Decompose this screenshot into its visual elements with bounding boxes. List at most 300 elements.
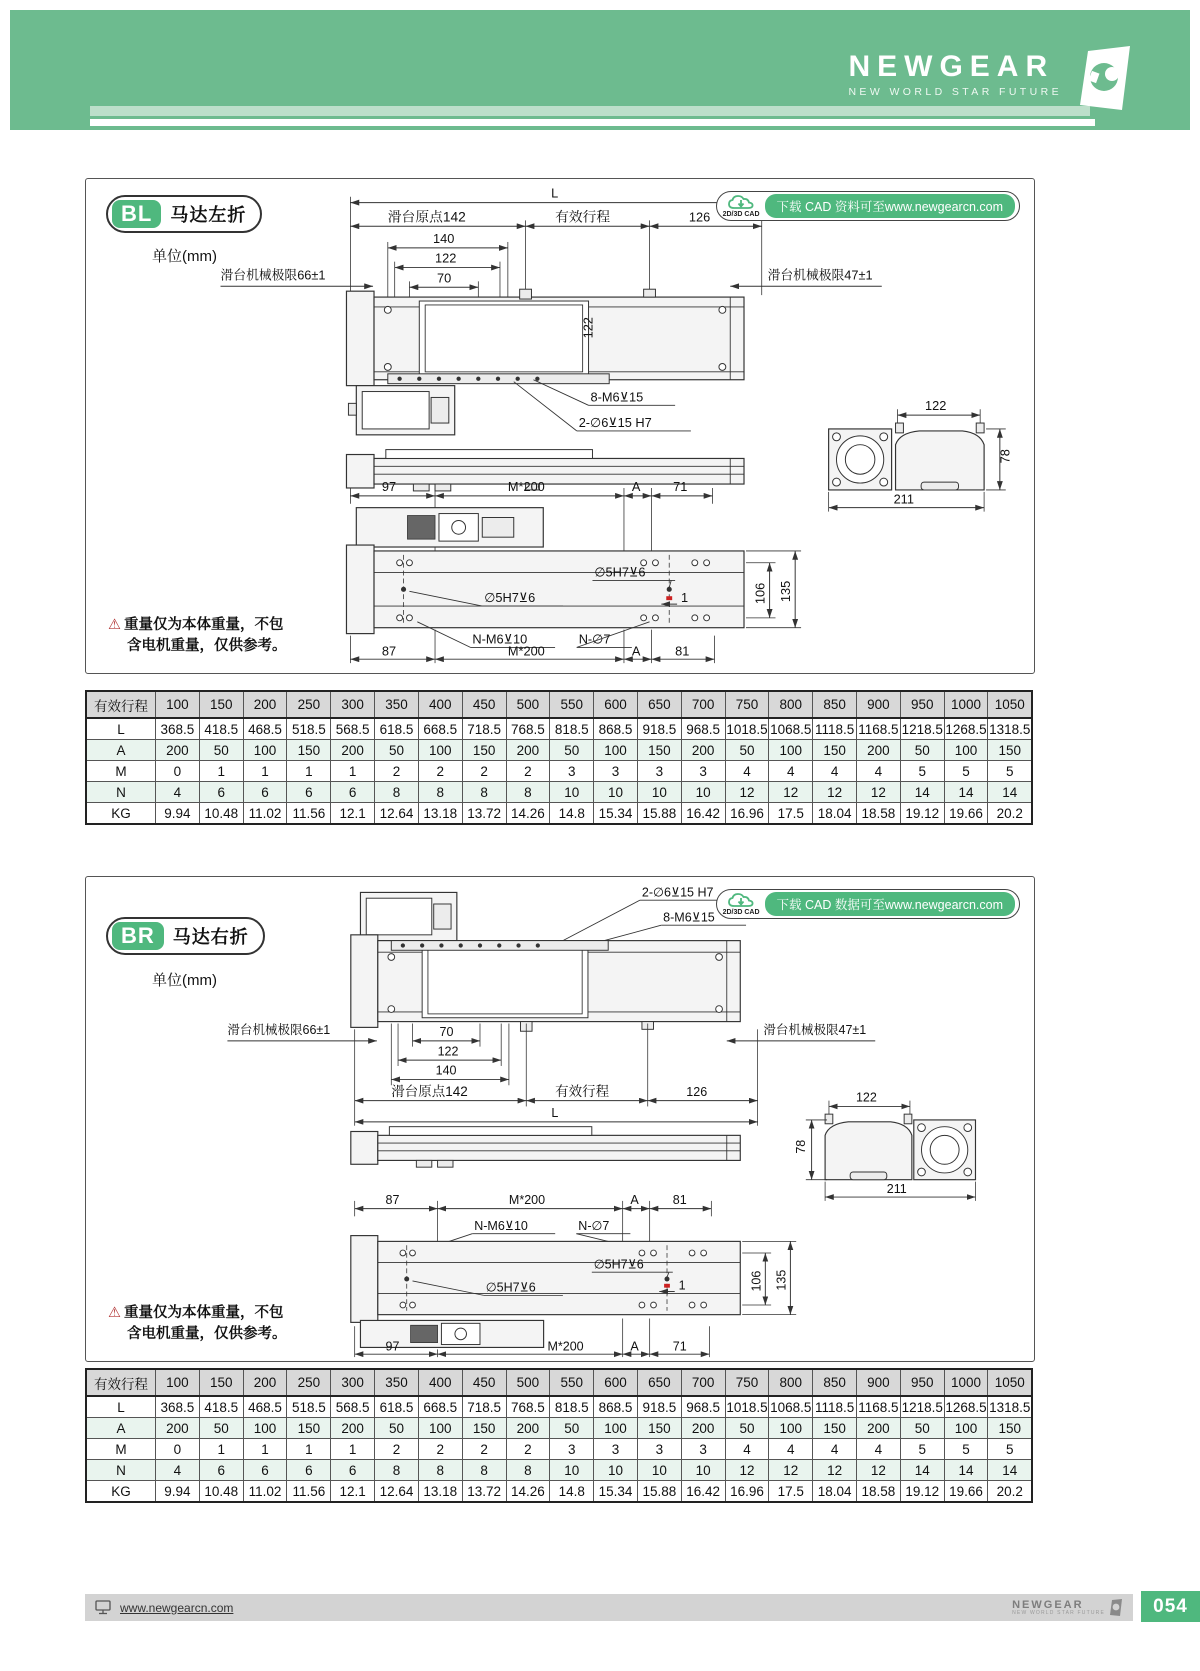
table-cell: 6 <box>331 782 375 803</box>
dim-label: 135 <box>774 1269 789 1291</box>
page-number: 054 <box>1141 1591 1200 1622</box>
table-cell: 12.1 <box>331 803 375 825</box>
table-cell: 418.5 <box>199 718 243 740</box>
table-cell: 9.94 <box>156 803 200 825</box>
table-cell: 1268.5 <box>944 718 988 740</box>
brand-tagline: NEW WORLD STAR FUTURE <box>848 86 1062 98</box>
table-cell: 14.8 <box>550 803 594 825</box>
stroke-column-header: 1000 <box>944 691 988 718</box>
stroke-column-header: 700 <box>681 1369 725 1396</box>
dim-label: ∅5H7⊻6 <box>594 564 646 580</box>
table-cell: 100 <box>769 740 813 761</box>
section-code: BR <box>112 922 164 950</box>
table-cell: 1268.5 <box>944 1396 988 1418</box>
table-cell: 100 <box>418 1418 462 1439</box>
stroke-header-label: 有效行程 <box>86 691 156 718</box>
table-cell: 50 <box>199 740 243 761</box>
table-cell: 1 <box>199 1439 243 1460</box>
footer-brand-tagline: NEW WORLD STAR FUTURE <box>1012 1609 1105 1616</box>
table-cell: 18.58 <box>857 1481 901 1503</box>
table-cell: 11.56 <box>287 1481 331 1503</box>
stroke-column-header: 500 <box>506 1369 550 1396</box>
table-cell: 968.5 <box>681 1396 725 1418</box>
table-cell: 100 <box>944 740 988 761</box>
table-cell: 6 <box>243 782 287 803</box>
stroke-column-header: 400 <box>418 691 462 718</box>
table-cell: 18.58 <box>857 803 901 825</box>
table-cell: 468.5 <box>243 718 287 740</box>
section-br-badge <box>106 917 265 955</box>
table-cell: 4 <box>769 761 813 782</box>
dim-label: 87 <box>385 1192 400 1207</box>
table-cell: 4 <box>813 761 857 782</box>
table-cell: 2 <box>375 761 419 782</box>
table-cell: 100 <box>243 740 287 761</box>
table-cell: 468.5 <box>243 1396 287 1418</box>
table-cell: 100 <box>594 1418 638 1439</box>
table-cell: 10 <box>681 782 725 803</box>
table-cell: 1068.5 <box>769 1396 813 1418</box>
stroke-column-header: 600 <box>594 1369 638 1396</box>
table-cell: 19.66 <box>944 803 988 825</box>
table-cell: 1118.5 <box>813 718 857 740</box>
table-cell: 3 <box>681 1439 725 1460</box>
table-cell: 20.2 <box>988 1481 1032 1503</box>
stroke-column-header: 200 <box>243 691 287 718</box>
row-label: N <box>86 782 156 803</box>
dim-label: 滑台原点142 <box>387 209 466 225</box>
dim-label: 滑台机械极限47±1 <box>767 267 873 283</box>
table-cell: 150 <box>637 1418 681 1439</box>
table-cell: 100 <box>594 740 638 761</box>
table-cell: 6 <box>287 782 331 803</box>
table-cell: 14 <box>988 782 1032 803</box>
table-cell: 1318.5 <box>988 1396 1032 1418</box>
dim-label: M*200 <box>508 1192 546 1207</box>
brand-mark-icon <box>1076 46 1132 110</box>
table-cell: 15.88 <box>637 803 681 825</box>
table-cell: 14 <box>900 1460 944 1481</box>
dim-label: 8-M6⊻15 <box>590 389 644 405</box>
table-cell: 1 <box>287 1439 331 1460</box>
section-title: 马达左折 <box>170 205 247 225</box>
table-cell: 8 <box>462 1460 506 1481</box>
table-cell: 100 <box>243 1418 287 1439</box>
note-line2: 含电机重量，仅供参考。 <box>127 638 287 654</box>
row-label: L <box>86 718 156 740</box>
table-cell: 8 <box>506 1460 550 1481</box>
table-cell: 4 <box>769 1439 813 1460</box>
dim-label: 1 <box>681 590 689 606</box>
table-cell: 0 <box>156 1439 200 1460</box>
table-cell: 200 <box>156 1418 200 1439</box>
table-cell: 50 <box>199 1418 243 1439</box>
table-cell: 4 <box>857 761 901 782</box>
table-cell: 3 <box>681 761 725 782</box>
table-cell: 10 <box>637 782 681 803</box>
header-band <box>10 10 1190 130</box>
table-cell: 15.88 <box>637 1481 681 1503</box>
cloud-download-icon <box>723 194 760 218</box>
table-cell: 4 <box>813 1439 857 1460</box>
table-cell: 3 <box>594 1439 638 1460</box>
stroke-header-label: 有效行程 <box>86 1369 156 1396</box>
footer-bar <box>85 1594 1133 1621</box>
stroke-column-header: 650 <box>637 691 681 718</box>
table-cell: 1318.5 <box>988 718 1032 740</box>
dim-label: 122 <box>437 1044 459 1059</box>
table-cell: 1 <box>331 1439 375 1460</box>
table-cell: 16.96 <box>725 1481 769 1503</box>
dim-label: 140 <box>433 230 455 246</box>
table-cell: 150 <box>988 1418 1032 1439</box>
table-cell: 12 <box>769 782 813 803</box>
table-cell: 0 <box>156 761 200 782</box>
dim-label: 8-M6⊻15 <box>663 910 715 925</box>
stroke-column-header: 150 <box>199 691 243 718</box>
table-cell: 10 <box>594 1460 638 1481</box>
dim-label: 71 <box>673 478 688 494</box>
stroke-column-header: 150 <box>199 1369 243 1396</box>
brand-name: NEWGEAR <box>848 50 1055 83</box>
section-bl-badge <box>106 195 262 233</box>
stroke-column-header: 350 <box>375 1369 419 1396</box>
dim-label: 81 <box>675 643 690 659</box>
table-cell: 1068.5 <box>769 718 813 740</box>
table-cell: 368.5 <box>156 718 200 740</box>
table-cell: 4 <box>857 1439 901 1460</box>
table-cell: 150 <box>813 1418 857 1439</box>
row-label: M <box>86 1439 156 1460</box>
br-spec-table-wrap <box>85 1368 1033 1503</box>
table-cell: 11.56 <box>287 803 331 825</box>
dim-label: 71 <box>672 1339 687 1354</box>
table-cell: 10.48 <box>199 803 243 825</box>
stroke-column-header: 950 <box>900 691 944 718</box>
table-cell: 818.5 <box>550 1396 594 1418</box>
footer-brand <box>1012 1599 1123 1616</box>
table-cell: 5 <box>944 761 988 782</box>
stroke-column-header: 800 <box>769 691 813 718</box>
table-cell: 3 <box>550 761 594 782</box>
dim-label: N-∅7 <box>578 1218 610 1233</box>
stroke-column-header: 900 <box>857 1369 901 1396</box>
row-label: N <box>86 1460 156 1481</box>
table-cell: 5 <box>900 1439 944 1460</box>
table-cell: 200 <box>156 740 200 761</box>
table-cell: 618.5 <box>375 718 419 740</box>
table-cell: 12 <box>813 782 857 803</box>
bl-spec-table <box>85 690 1033 825</box>
table-cell: 14 <box>944 1460 988 1481</box>
dim-label: 122 <box>435 250 457 266</box>
footer-brand-mark-icon <box>1109 1599 1123 1616</box>
table-cell: 10 <box>637 1460 681 1481</box>
table-cell: 368.5 <box>156 1396 200 1418</box>
table-cell: 768.5 <box>506 718 550 740</box>
stroke-column-header: 900 <box>857 691 901 718</box>
stroke-column-header: 1000 <box>944 1369 988 1396</box>
note-line1: 重量仅为本体重量，不包 <box>124 1305 284 1321</box>
table-cell: 1168.5 <box>857 1396 901 1418</box>
dim-label: 122 <box>925 398 947 414</box>
table-cell: 4 <box>156 782 200 803</box>
stroke-column-header: 300 <box>331 691 375 718</box>
stroke-column-header: 100 <box>156 1369 200 1396</box>
table-cell: 200 <box>506 1418 550 1439</box>
table-cell: 1 <box>287 761 331 782</box>
stroke-column-header: 1050 <box>988 691 1032 718</box>
row-label: KG <box>86 803 156 825</box>
table-cell: 200 <box>506 740 550 761</box>
footer-brand-name: NEWGEAR <box>1012 1598 1084 1611</box>
table-cell: 12 <box>769 1460 813 1481</box>
header-stripe-white <box>90 119 1095 126</box>
table-cell: 8 <box>506 782 550 803</box>
table-cell: 50 <box>550 740 594 761</box>
cloud-download-icon <box>723 892 760 916</box>
cad-download-text[interactable]: 下载 CAD 数据可至www.newgearcn.com <box>765 892 1015 916</box>
warning-icon: ⚠ <box>108 617 121 633</box>
dim-label: 140 <box>435 1063 457 1078</box>
table-cell: 518.5 <box>287 1396 331 1418</box>
dim-label: A <box>630 1192 639 1207</box>
table-cell: 13.18 <box>418 803 462 825</box>
table-cell: 8 <box>418 1460 462 1481</box>
table-cell: 50 <box>375 1418 419 1439</box>
table-cell: 12 <box>725 1460 769 1481</box>
table-cell: 17.5 <box>769 1481 813 1503</box>
table-cell: 20.2 <box>988 803 1032 825</box>
table-cell: 150 <box>988 740 1032 761</box>
table-cell: 8 <box>375 782 419 803</box>
dim-label: M*200 <box>507 643 545 659</box>
stroke-column-header: 750 <box>725 691 769 718</box>
table-cell: 12.1 <box>331 1481 375 1503</box>
table-cell: 150 <box>462 740 506 761</box>
table-cell: 100 <box>769 1418 813 1439</box>
stroke-column-header: 750 <box>725 1369 769 1396</box>
stroke-column-header: 1050 <box>988 1369 1032 1396</box>
table-cell: 2 <box>375 1439 419 1460</box>
brand-logo <box>848 52 1062 98</box>
dim-label: 70 <box>439 1025 454 1040</box>
stroke-column-header: 950 <box>900 1369 944 1396</box>
table-cell: 1 <box>199 761 243 782</box>
cad-download-text[interactable]: 下载 CAD 资料可至www.newgearcn.com <box>765 194 1015 218</box>
row-label: KG <box>86 1481 156 1503</box>
dim-label: M*200 <box>547 1339 584 1354</box>
unit-label: 单位(mm) <box>152 248 217 265</box>
row-label: L <box>86 1396 156 1418</box>
section-bl-panel <box>85 178 1035 674</box>
stroke-column-header: 550 <box>550 691 594 718</box>
unit-label: 单位(mm) <box>152 972 217 989</box>
section-code: BL <box>112 200 161 228</box>
table-cell: 418.5 <box>199 1396 243 1418</box>
table-cell: 6 <box>199 1460 243 1481</box>
stroke-column-header: 850 <box>813 691 857 718</box>
dim-label: 有效行程 <box>555 1083 610 1099</box>
dim-label: 70 <box>437 270 452 286</box>
table-cell: 918.5 <box>637 1396 681 1418</box>
table-cell: 6 <box>287 1460 331 1481</box>
cad-download-badge[interactable] <box>716 889 1020 919</box>
stroke-column-header: 800 <box>769 1369 813 1396</box>
dim-label: 2-∅6⊻15 H7 <box>641 885 714 900</box>
stroke-column-header: 500 <box>506 691 550 718</box>
table-cell: 200 <box>857 1418 901 1439</box>
table-cell: 1018.5 <box>725 718 769 740</box>
stroke-column-header: 850 <box>813 1369 857 1396</box>
dim-label: 106 <box>749 1270 764 1292</box>
table-cell: 12.64 <box>375 1481 419 1503</box>
dim-label: 2-∅6⊻15 H7 <box>578 414 652 430</box>
dim-label: 有效行程 <box>555 209 611 225</box>
stroke-column-header: 250 <box>287 691 331 718</box>
table-cell: 12.64 <box>375 803 419 825</box>
table-cell: 14.26 <box>506 803 550 825</box>
table-cell: 6 <box>331 1460 375 1481</box>
table-cell: 1218.5 <box>900 718 944 740</box>
dim-label: ∅5H7⊻6 <box>485 1280 536 1295</box>
table-cell: 668.5 <box>418 1396 462 1418</box>
stroke-column-header: 700 <box>681 691 725 718</box>
table-cell: 518.5 <box>287 718 331 740</box>
stroke-column-header: 450 <box>462 1369 506 1396</box>
br-spec-table <box>85 1368 1033 1503</box>
table-cell: 50 <box>725 1418 769 1439</box>
table-cell: 968.5 <box>681 718 725 740</box>
table-cell: 12 <box>857 782 901 803</box>
dim-label: A <box>631 478 641 494</box>
dim-label: L <box>551 1106 559 1121</box>
table-cell: 15.34 <box>594 803 638 825</box>
dim-label: 78 <box>793 1139 808 1154</box>
table-cell: 17.5 <box>769 803 813 825</box>
stroke-column-header: 100 <box>156 691 200 718</box>
table-cell: 19.12 <box>900 1481 944 1503</box>
dim-label: 97 <box>385 1339 400 1354</box>
table-cell: 100 <box>418 740 462 761</box>
dim-label: 211 <box>886 1182 907 1197</box>
table-cell: 12 <box>813 1460 857 1481</box>
dim-label: ∅5H7⊻6 <box>484 590 536 606</box>
dim-label: 126 <box>686 1084 708 1099</box>
table-cell: 1 <box>243 761 287 782</box>
monitor-icon <box>95 1600 112 1615</box>
table-cell: 200 <box>681 740 725 761</box>
table-cell: 868.5 <box>594 1396 638 1418</box>
table-cell: 868.5 <box>594 718 638 740</box>
table-cell: 5 <box>988 761 1032 782</box>
table-cell: 3 <box>637 1439 681 1460</box>
table-cell: 918.5 <box>637 718 681 740</box>
section-br-panel <box>85 876 1035 1362</box>
table-cell: 11.02 <box>243 803 287 825</box>
dim-label: 滑台机械极限66±1 <box>227 1023 331 1038</box>
dim-label: 106 <box>752 582 768 605</box>
bl-spec-table-wrap <box>85 690 1033 825</box>
table-cell: 9.94 <box>156 1481 200 1503</box>
table-cell: 19.12 <box>900 803 944 825</box>
table-cell: 3 <box>550 1439 594 1460</box>
table-cell: 50 <box>550 1418 594 1439</box>
dim-label: 滑台机械极限66±1 <box>220 267 326 283</box>
dim-label: 滑台原点142 <box>391 1083 468 1099</box>
stroke-column-header: 250 <box>287 1369 331 1396</box>
dim-label: 135 <box>778 580 794 603</box>
stroke-column-header: 650 <box>637 1369 681 1396</box>
dim-label: N-M6⊻10 <box>472 631 528 647</box>
table-cell: 10 <box>594 782 638 803</box>
dim-label: A <box>631 643 641 659</box>
table-cell: 618.5 <box>375 1396 419 1418</box>
dim-label: 87 <box>381 643 397 659</box>
dim-label: 97 <box>381 478 397 494</box>
table-cell: 200 <box>681 1418 725 1439</box>
cad-download-badge[interactable] <box>716 191 1020 221</box>
dim-label: 211 <box>893 491 914 507</box>
table-cell: 10.48 <box>199 1481 243 1503</box>
table-cell: 1218.5 <box>900 1396 944 1418</box>
stroke-column-header: 600 <box>594 691 638 718</box>
table-cell: 50 <box>725 740 769 761</box>
table-cell: 1 <box>331 761 375 782</box>
note-line2: 含电机重量，仅供参考。 <box>127 1326 287 1342</box>
dim-label: ∅5H7⊻6 <box>593 1257 644 1272</box>
table-cell: 50 <box>375 740 419 761</box>
dim-label: 126 <box>688 209 711 225</box>
table-cell: 100 <box>944 1418 988 1439</box>
table-cell: 18.04 <box>813 1481 857 1503</box>
table-cell: 10 <box>681 1460 725 1481</box>
dim-label: A <box>630 1339 639 1354</box>
table-cell: 200 <box>857 740 901 761</box>
table-cell: 150 <box>813 740 857 761</box>
table-cell: 6 <box>199 782 243 803</box>
table-cell: 14 <box>988 1460 1032 1481</box>
dim-label: L <box>551 185 559 201</box>
table-cell: 13.18 <box>418 1481 462 1503</box>
table-cell: 4 <box>156 1460 200 1481</box>
table-cell: 1 <box>243 1439 287 1460</box>
table-cell: 668.5 <box>418 718 462 740</box>
row-label: A <box>86 740 156 761</box>
table-cell: 18.04 <box>813 803 857 825</box>
table-cell: 13.72 <box>462 803 506 825</box>
row-label: M <box>86 761 156 782</box>
table-cell: 3 <box>637 761 681 782</box>
table-cell: 150 <box>287 1418 331 1439</box>
footer-url-link[interactable]: www.newgearcn.com <box>120 1600 234 1615</box>
stroke-column-header: 400 <box>418 1369 462 1396</box>
table-cell: 13.72 <box>462 1481 506 1503</box>
stroke-column-header: 350 <box>375 691 419 718</box>
table-cell: 150 <box>287 740 331 761</box>
table-cell: 1018.5 <box>725 1396 769 1418</box>
table-cell: 15.34 <box>594 1481 638 1503</box>
table-cell: 50 <box>900 1418 944 1439</box>
table-cell: 4 <box>725 1439 769 1460</box>
header-stripe-light <box>90 106 1090 116</box>
table-cell: 4 <box>725 761 769 782</box>
table-cell: 150 <box>462 1418 506 1439</box>
table-cell: 16.96 <box>725 803 769 825</box>
table-cell: 14.8 <box>550 1481 594 1503</box>
table-cell: 568.5 <box>331 718 375 740</box>
table-cell: 16.42 <box>681 1481 725 1503</box>
